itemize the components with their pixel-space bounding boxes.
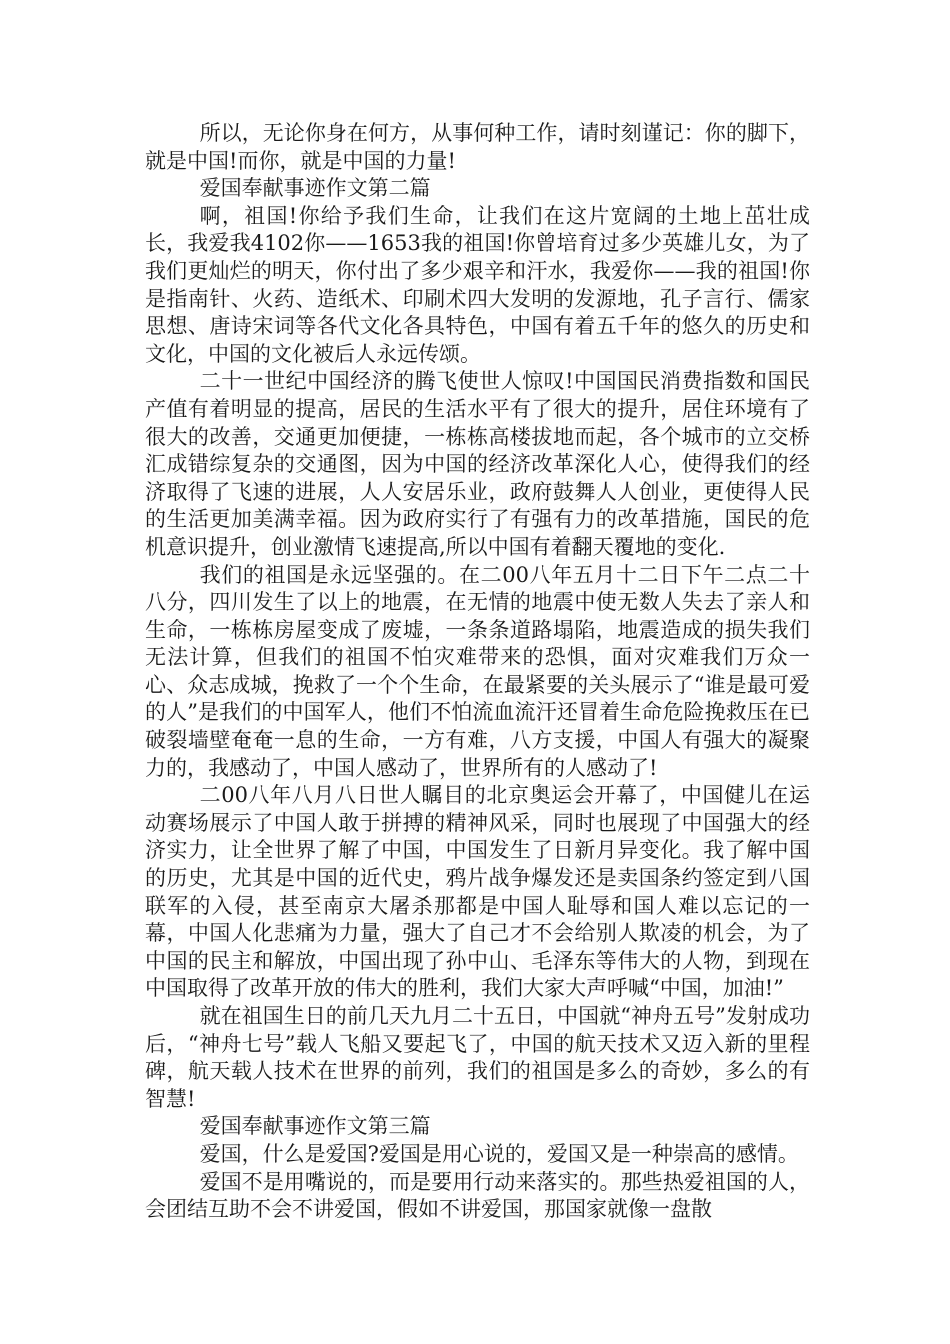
document-body: [145, 120, 810, 1224]
section-heading: 爱国奉献事迹作文第三篇: [199, 1114, 431, 1139]
paragraph: 所以，无论你身在何方，从事何种工作，请时刻谨记：你的脚下，就是中国!而你，就是中国的力量!: [145, 121, 810, 173]
paragraph: 二00八年八月八日世人瞩目的北京奥运会开幕了，中国健儿在运动赛场展示了中国人敢于拼搏的精神风采，同时也展现了中国强大的经济实力，让全世界了解了中国，中国发生了日新月异变化。我了解中国的历史，尤其是中国的近代史，鸦片战争爆发还是卖国条约签定到八国联军的入侵，甚至南京大屠杀那都是中国人耻辱和国人难以忘记的一幕，中国人化悲痛为力量，强大了自己才不会给别人欺凌的机会，为了中国的民主和解放，中国出现了孙中山、毛泽东等伟大的人物，到现在中国取得了改革开放的伟大的胜利，我们大家大声呼喊“中国，加油!”: [145, 783, 810, 1001]
paragraph: 爱国，什么是爱国?爱国是用心说的，爱国又是一种崇高的感情。: [199, 1141, 799, 1166]
paragraph: 爱国不是用嘴说的，而是要用行动来落实的。那些热爱祖国的人，会团结互助不会不讲爱国，假如不讲爱国，那国家就像一盘散: [145, 1169, 810, 1222]
paragraph: 我们的祖国是永远坚强的。在二00八年五月十二日下午二点二十八分，四川发生了以上的地震，在无情的地震中使无数人失去了亲人和生命，一栋栋房屋变成了废墟，一条条道路塌陷，地震造成的损失我们无法计算，但我们的祖国不怕灾难带来的恐惧，面对灾难我们万众一心、众志成城，挽救了一个个生命，在最紧要的关头展示了“谁是最可爱的人”是我们的中国军人，他们不怕流血流汗还冒着生命危险挽救压在已破裂墙壁奄奄一息的生命，一方有难，八方支援，中国人有强大的凝聚力的，我感动了，中国人感动了，世界所有的人感动了!: [145, 562, 810, 780]
paragraph: 啊，祖国!你给予我们生命，让我们在这片宽阔的土地上茁壮成长，我爱我4102你——1653我的祖国!你曾培育过多少英雄儿女，为了我们更灿烂的明天，你付出了多少艰辛和汗水，我爱你——我的祖国!你是指南针、火药、造纸术、印刷术四大发明的发源地，孔子言行、儒家思想、唐诗宋词等各代文化各具特色，中国有着五千年的悠久的历史和文化，中国的文化被后人永远传颂。: [145, 203, 810, 366]
paragraph: 就在祖国生日的前几天九月二十五日，中国就“神舟五号”发射成功后，“神舟七号”载人飞船又要起飞了，中国的航天技术又迈入新的里程碑，航天载人技术在世界的前列，我们的祖国是多么的奇妙，多么的有智慧!: [145, 1004, 810, 1111]
section-heading: 爱国奉献事迹作文第二篇: [199, 176, 431, 201]
paragraph: 二十一世纪中国经济的腾飞使世人惊叹!中国国民消费指数和国民产值有着明显的提高，居民的生活水平有了很大的提升，居住环境有了很大的改善，交通更加便捷，一栋栋高楼拔地而起，各个城市的立交桥汇成错综复杂的交通图，因为中国的经济改革深化人心，使得我们的经济取得了飞速的进展，人人安居乐业，政府鼓舞人人创业，更使得人民的生活更加美满幸福。因为政府实行了有强有力的改革措施，国民的危机意识提升，创业激情飞速提高,所以中国有着翻天覆地的变化.: [145, 369, 810, 559]
